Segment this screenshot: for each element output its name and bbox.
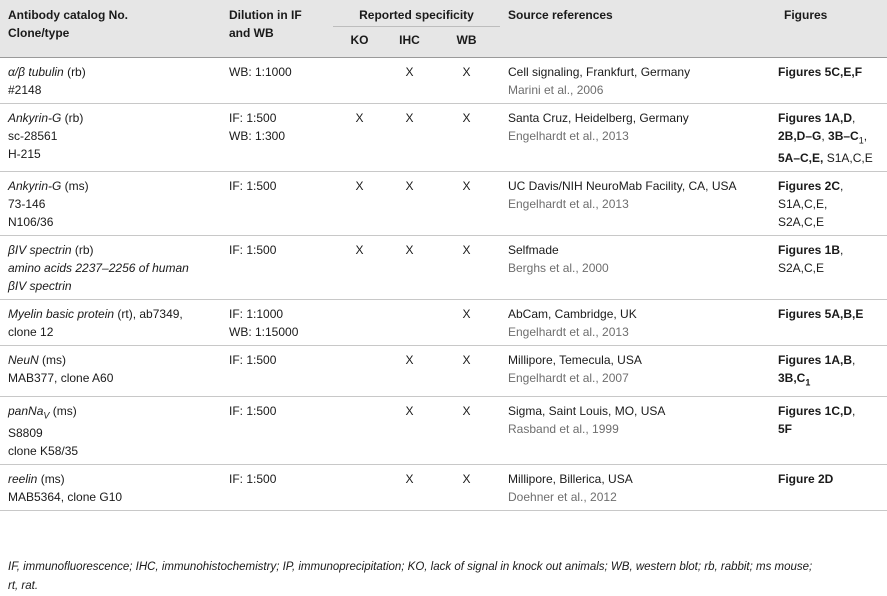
source-cell	[500, 58, 776, 104]
table-row	[0, 236, 887, 300]
source-cell	[500, 172, 776, 236]
figures-line	[778, 195, 887, 213]
source-reference: Engelhardt et al., 2007	[508, 371, 629, 386]
header-figures: Figures	[784, 8, 828, 22]
figures-line	[778, 63, 887, 81]
dilution-line: IF: 1:500	[229, 403, 277, 418]
header-antibody-line2: Clone/type	[8, 26, 70, 40]
figure-ref: Figure 2D	[778, 472, 834, 487]
figure-ref: Figures 1B	[778, 243, 841, 258]
figures-line	[778, 241, 887, 259]
figures-line	[778, 369, 887, 391]
specificity-ihc-cell: X	[386, 58, 433, 104]
table-row	[0, 300, 887, 346]
antibody-name: reelin	[8, 472, 38, 487]
source-name: Selfmade	[508, 243, 559, 258]
source-reference: Doehner et al., 2012	[508, 490, 617, 505]
header-reported-specificity: Reported specificity	[333, 0, 500, 27]
figure-ref: ,	[840, 243, 844, 258]
header-wb: WB	[456, 33, 477, 47]
figure-ref: Figures 1A,D	[778, 111, 853, 125]
figures-cell	[776, 396, 887, 464]
source-reference: Engelhardt et al., 2013	[508, 325, 629, 340]
figures-line	[778, 402, 887, 420]
source-reference: Berghs et al., 2000	[508, 261, 609, 276]
source-cell	[500, 300, 776, 346]
antibody-name-line	[8, 470, 221, 488]
figure-ref: S2A,C,E	[778, 215, 825, 230]
specificity-ihc-cell: X	[386, 104, 433, 172]
header-antibody	[0, 0, 221, 58]
dilution-cell	[221, 172, 333, 236]
antibody-name: Myelin basic protein	[8, 307, 115, 322]
source-name: AbCam, Cambridge, UK	[508, 307, 637, 322]
table-header	[0, 0, 887, 58]
table-row	[0, 396, 887, 464]
source-cell	[500, 104, 776, 172]
specificity-wb-cell: X	[433, 104, 500, 172]
footnote-line-1: IF, immunofluorescence; IHC, immunohistochemistry; IP, immunoprecipitation; KO, lack of signal in knock out animals; WB, western blot; rb, rabbit; ms mouse;	[8, 561, 813, 573]
figures-line	[778, 109, 887, 127]
antibody-type: (ms)	[61, 179, 89, 194]
figure-ref: 5A–C,E,	[778, 151, 824, 166]
dilution-cell	[221, 465, 333, 511]
source-name: Millipore, Billerica, USA	[508, 472, 633, 487]
figure-ref: ,	[863, 129, 868, 143]
antibody-type: (rb)	[63, 65, 86, 79]
header-dilution-line1: Dilution in IF	[229, 8, 302, 22]
dilution-line: IF: 1:1000	[229, 307, 284, 322]
antibody-cell	[0, 465, 221, 511]
antibody-cell	[0, 236, 221, 300]
specificity-wb-cell: X	[433, 300, 500, 346]
specificity-ko-cell	[333, 396, 386, 464]
specificity-ihc-cell: X	[386, 236, 433, 300]
antibody-type: (rb)	[71, 243, 94, 258]
antibody-cell	[0, 396, 221, 464]
antibody-cell	[0, 300, 221, 346]
specificity-ko-cell: X	[333, 104, 386, 172]
source-cell	[500, 346, 776, 396]
specificity-ko-cell	[333, 300, 386, 346]
antibody-detail-line: H-215	[8, 147, 41, 161]
specificity-ihc-cell	[386, 300, 433, 346]
figure-ref: 5F	[778, 421, 793, 436]
figure-ref: Figures 1A,B	[778, 353, 853, 368]
table-row	[0, 465, 887, 511]
antibody-name-line	[8, 402, 221, 424]
table-row	[0, 58, 887, 104]
specificity-ko-cell	[333, 58, 386, 104]
source-name: UC Davis/NIH NeuroMab Facility, CA, USA	[508, 179, 737, 194]
figures-cell	[776, 104, 887, 172]
antibody-detail-line: sc-28561	[8, 129, 58, 143]
dilution-line: WB: 1:300	[229, 129, 286, 143]
source-name: Santa Cruz, Heidelberg, Germany	[508, 111, 689, 125]
figures-line	[778, 305, 887, 323]
antibody-name-subscript: V	[43, 410, 50, 421]
specificity-ihc-cell: X	[386, 465, 433, 511]
figures-line	[778, 259, 887, 277]
dilution-line: WB: 1:1000	[229, 65, 292, 79]
figure-ref: 2B,D–G	[778, 129, 822, 143]
source-cell	[500, 396, 776, 464]
dilution-line: IF: 1:500	[229, 472, 277, 487]
source-name: Cell signaling, Frankfurt, Germany	[508, 65, 691, 79]
dilution-cell	[221, 58, 333, 104]
figure-ref: Figures 1C,D	[778, 403, 853, 418]
antibody-name: Ankyrin-G	[8, 179, 62, 194]
antibody-detail-line: MAB5364, clone G10	[8, 490, 123, 505]
antibody-type: (rb)	[61, 111, 84, 125]
antibody-detail-line: #2148	[8, 83, 42, 97]
source-name: Millipore, Temecula, USA	[508, 353, 642, 368]
figure-ref: ,	[852, 403, 856, 418]
figure-ref: 1	[858, 135, 864, 146]
specificity-ko-cell: X	[333, 172, 386, 236]
antibody-detail-line: βIV spectrin	[8, 279, 72, 294]
specificity-wb-cell: X	[433, 346, 500, 396]
figure-ref: Figures 5C,E,F	[778, 65, 863, 79]
antibody-name-line	[8, 63, 221, 81]
specificity-wb-cell: X	[433, 172, 500, 236]
header-dilution-line2: and WB	[229, 26, 274, 40]
specificity-wb-cell: X	[433, 396, 500, 464]
specificity-ihc-cell: X	[386, 172, 433, 236]
specificity-ihc-cell: X	[386, 346, 433, 396]
source-reference: Engelhardt et al., 2013	[508, 129, 629, 143]
antibody-detail-line: MAB377, clone A60	[8, 371, 114, 386]
source-reference: Marini et al., 2006	[508, 83, 604, 97]
specificity-ko-cell: X	[333, 236, 386, 300]
dilution-line: IF: 1:500	[229, 179, 277, 194]
figure-ref: 3B,C	[778, 371, 806, 386]
table-footnote	[8, 558, 883, 596]
dilution-cell	[221, 300, 333, 346]
antibody-name-line	[8, 305, 221, 323]
antibody-name-line	[8, 351, 221, 369]
figures-cell	[776, 346, 887, 396]
figure-ref: S1A,C,E	[823, 151, 873, 166]
header-dilution	[221, 0, 333, 58]
header-ihc: IHC	[399, 33, 420, 47]
figures-line	[778, 420, 887, 438]
figures-cell	[776, 172, 887, 236]
source-cell	[500, 236, 776, 300]
figures-line	[778, 351, 887, 369]
figure-ref: ,	[852, 111, 856, 125]
figures-line	[778, 213, 887, 231]
antibody-type: (ms)	[49, 403, 77, 418]
dilution-line: WB: 1:15000	[229, 325, 299, 340]
figure-ref: S1A,C,E,	[778, 197, 828, 212]
dilution-cell	[221, 236, 333, 300]
figures-line	[778, 470, 887, 488]
footnote-line-2: rt, rat.	[8, 580, 39, 592]
antibody-type: (rt), ab7349,	[114, 307, 183, 322]
antibody-cell	[0, 58, 221, 104]
dilution-cell	[221, 396, 333, 464]
specificity-ko-cell	[333, 465, 386, 511]
dilution-line: IF: 1:500	[229, 111, 277, 125]
specificity-ihc-cell: X	[386, 396, 433, 464]
antibody-name-line	[8, 109, 221, 127]
source-reference: Engelhardt et al., 2013	[508, 197, 629, 212]
antibody-type: (ms)	[38, 353, 67, 368]
table-body	[0, 58, 887, 511]
antibody-name: α/β tubulin	[8, 65, 64, 79]
antibody-detail-line: S8809	[8, 426, 43, 441]
dilution-line: IF: 1:500	[229, 243, 277, 258]
table-row	[0, 104, 887, 172]
specificity-ko-cell	[333, 346, 386, 396]
figure-ref: 3B–C	[828, 129, 859, 143]
dilution-line: IF: 1:500	[229, 353, 277, 368]
specificity-wb-cell: X	[433, 58, 500, 104]
figure-ref: 1	[805, 377, 811, 388]
figure-ref: ,	[840, 179, 844, 194]
dilution-cell	[221, 346, 333, 396]
header-source-references: Source references	[508, 8, 613, 22]
figures-cell	[776, 465, 887, 511]
figure-ref: ,	[821, 129, 829, 143]
table-row	[0, 346, 887, 396]
source-reference: Rasband et al., 1999	[508, 421, 619, 436]
figures-line	[778, 149, 887, 167]
antibody-name-line	[8, 241, 221, 259]
figures-cell	[776, 58, 887, 104]
antibody-detail-line: clone 12	[8, 325, 54, 340]
figure-ref: ,	[852, 353, 856, 368]
header-ko: KO	[350, 33, 369, 47]
dilution-cell	[221, 104, 333, 172]
antibody-detail-line: clone K58/35	[8, 444, 79, 459]
figure-ref: Figures 5A,B,E	[778, 307, 864, 322]
figures-cell	[776, 300, 887, 346]
antibody-name: panNa	[8, 403, 44, 418]
antibody-name: NeuN	[8, 353, 39, 368]
figures-line	[778, 127, 887, 149]
antibody-name: Ankyrin-G	[8, 111, 62, 125]
figure-ref: S2A,C,E	[778, 261, 825, 276]
antibody-type: (ms)	[37, 472, 65, 487]
header-antibody-line1: Antibody catalog No.	[8, 8, 128, 22]
source-cell	[500, 465, 776, 511]
antibody-detail-line: N106/36	[8, 215, 54, 230]
antibody-detail-line: 73-146	[8, 197, 46, 212]
figure-ref: Figures 2C	[778, 179, 841, 194]
antibody-name-line	[8, 177, 221, 195]
figures-line	[778, 177, 887, 195]
antibody-cell	[0, 104, 221, 172]
antibody-detail-line: amino acids 2237–2256 of human	[8, 261, 189, 276]
antibody-cell	[0, 172, 221, 236]
figures-cell	[776, 236, 887, 300]
table-row	[0, 172, 887, 236]
specificity-wb-cell: X	[433, 465, 500, 511]
source-name: Sigma, Saint Louis, MO, USA	[508, 403, 666, 418]
antibody-cell	[0, 346, 221, 396]
specificity-wb-cell: X	[433, 236, 500, 300]
antibody-name: βIV spectrin	[8, 243, 72, 258]
